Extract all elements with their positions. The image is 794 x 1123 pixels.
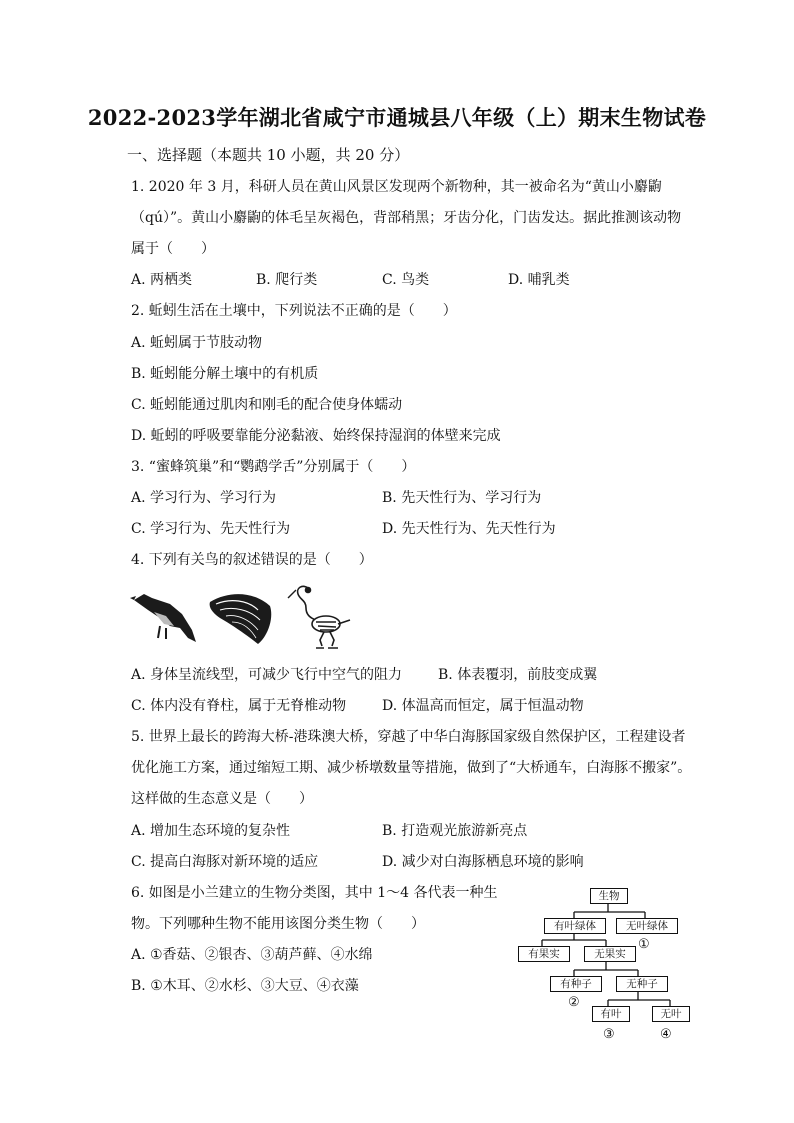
node-has-chloroplast: 有叶绿体 bbox=[544, 918, 606, 934]
q3-option-d: D. 先天性行为、先天性行为 bbox=[382, 521, 556, 537]
q1-option-a: A. 两栖类 bbox=[131, 272, 193, 288]
label-number-4: ④ bbox=[660, 1027, 672, 1042]
flying-bird-icon bbox=[130, 594, 196, 642]
q4-option-b: B. 体表覆羽，前肢变成翼 bbox=[438, 667, 598, 683]
q2-option-d: D. 蚯蚓的呼吸要靠能分泌黏液、始终保持湿润的体壁来完成 bbox=[131, 428, 501, 444]
q6-option-a: A. ①香菇、②银杏、③葫芦藓、④水绵 bbox=[131, 947, 373, 963]
q2-option-b: B. 蚯蚓能分解土壤中的有机质 bbox=[131, 366, 319, 382]
q1-stem-line1: 1. 2020 年 3 月，科研人员在黄山风景区发现两个新物种，其一被命名为“黄山小麝鼩 bbox=[131, 179, 662, 195]
bird-images bbox=[130, 582, 360, 652]
q3-stem: 3. “蜜蜂筑巢”和“鹦鹉学舌”分别属于（ ） bbox=[131, 459, 416, 475]
q1-option-d: D. 哺乳类 bbox=[508, 272, 570, 288]
q3-option-c: C. 学习行为、先天性行为 bbox=[131, 521, 291, 537]
classification-diagram bbox=[512, 884, 702, 1049]
q2-option-c: C. 蚯蚓能通过肌肉和刚毛的配合使身体蠕动 bbox=[131, 397, 403, 413]
q5-option-d: D. 减少对白海豚栖息环境的影响 bbox=[382, 854, 584, 870]
q5-stem-line3: 这样做的生态意义是（ ） bbox=[131, 791, 313, 807]
q6-stem-line2: 物。下列哪种生物不能用该图分类生物（ ） bbox=[131, 916, 425, 932]
q3-option-b: B. 先天性行为、学习行为 bbox=[382, 490, 542, 506]
page-title: 2022-2023学年湖北省咸宁市通城县八年级（上）期末生物试卷 bbox=[87, 105, 707, 130]
node-no-fruit: 无果实 bbox=[584, 946, 636, 962]
q1-option-c: C. 鸟类 bbox=[382, 272, 430, 288]
node-root: 生物 bbox=[590, 888, 628, 904]
q3-option-a: A. 学习行为、学习行为 bbox=[131, 490, 277, 506]
q1-option-b: B. 爬行类 bbox=[256, 272, 318, 288]
bird-skeleton-icon bbox=[288, 586, 350, 648]
q1-stem-line2: （qú）”。黄山小麝鼩的体毛呈灰褐色，背部稍黑；牙齿分化，门齿发达。据此推测该动物 bbox=[131, 210, 682, 226]
q5-stem-line2: 优化施工方案，通过缩短工期、减少桥墩数量等措施，做到了“大桥通车，白海豚不搬家”。 bbox=[131, 760, 692, 776]
node-has-leaf: 有叶 bbox=[592, 1006, 630, 1022]
bird-wing-icon bbox=[210, 594, 272, 644]
q5-option-a: A. 增加生态环境的复杂性 bbox=[131, 823, 291, 839]
node-no-seed: 无种子 bbox=[616, 976, 668, 992]
q6-option-b: B. ①木耳、②水杉、③大豆、④衣藻 bbox=[131, 978, 359, 994]
node-no-leaf: 无叶 bbox=[652, 1006, 690, 1022]
q6-stem-line1: 6. 如图是小兰建立的生物分类图，其中 1～4 各代表一种生 bbox=[131, 885, 498, 901]
q5-option-c: C. 提高白海豚对新环境的适应 bbox=[131, 854, 319, 870]
label-number-2: ② bbox=[568, 995, 580, 1010]
q2-option-a: A. 蚯蚓属于节肢动物 bbox=[131, 335, 263, 351]
label-number-3: ③ bbox=[603, 1027, 615, 1042]
q5-stem-line1: 5. 世界上最长的跨海大桥-港珠澳大桥，穿越了中华白海豚国家级自然保护区，工程建设者 bbox=[131, 729, 686, 745]
node-no-chloroplast: 无叶绿体 bbox=[616, 918, 678, 934]
diagram-connectors bbox=[512, 884, 702, 1049]
q1-stem-line3: 属于（ ） bbox=[131, 241, 215, 257]
q4-stem: 4. 下列有关鸟的叙述错误的是（ ） bbox=[131, 552, 373, 568]
q4-option-a: A. 身体呈流线型，可减少飞行中空气的阻力 bbox=[131, 667, 403, 683]
q4-option-c: C. 体内没有脊柱，属于无脊椎动物 bbox=[131, 698, 347, 714]
label-number-1: ① bbox=[638, 937, 650, 952]
node-has-seed: 有种子 bbox=[550, 976, 602, 992]
q5-option-b: B. 打造观光旅游新亮点 bbox=[382, 823, 528, 839]
q2-stem: 2. 蚯蚓生活在土壤中，下列说法不正确的是（ ） bbox=[131, 303, 457, 319]
q4-option-d: D. 体温高而恒定，属于恒温动物 bbox=[382, 698, 584, 714]
node-has-fruit: 有果实 bbox=[518, 946, 570, 962]
section-heading: 一、选择题（本题共 10 小题，共 20 分） bbox=[127, 146, 410, 164]
